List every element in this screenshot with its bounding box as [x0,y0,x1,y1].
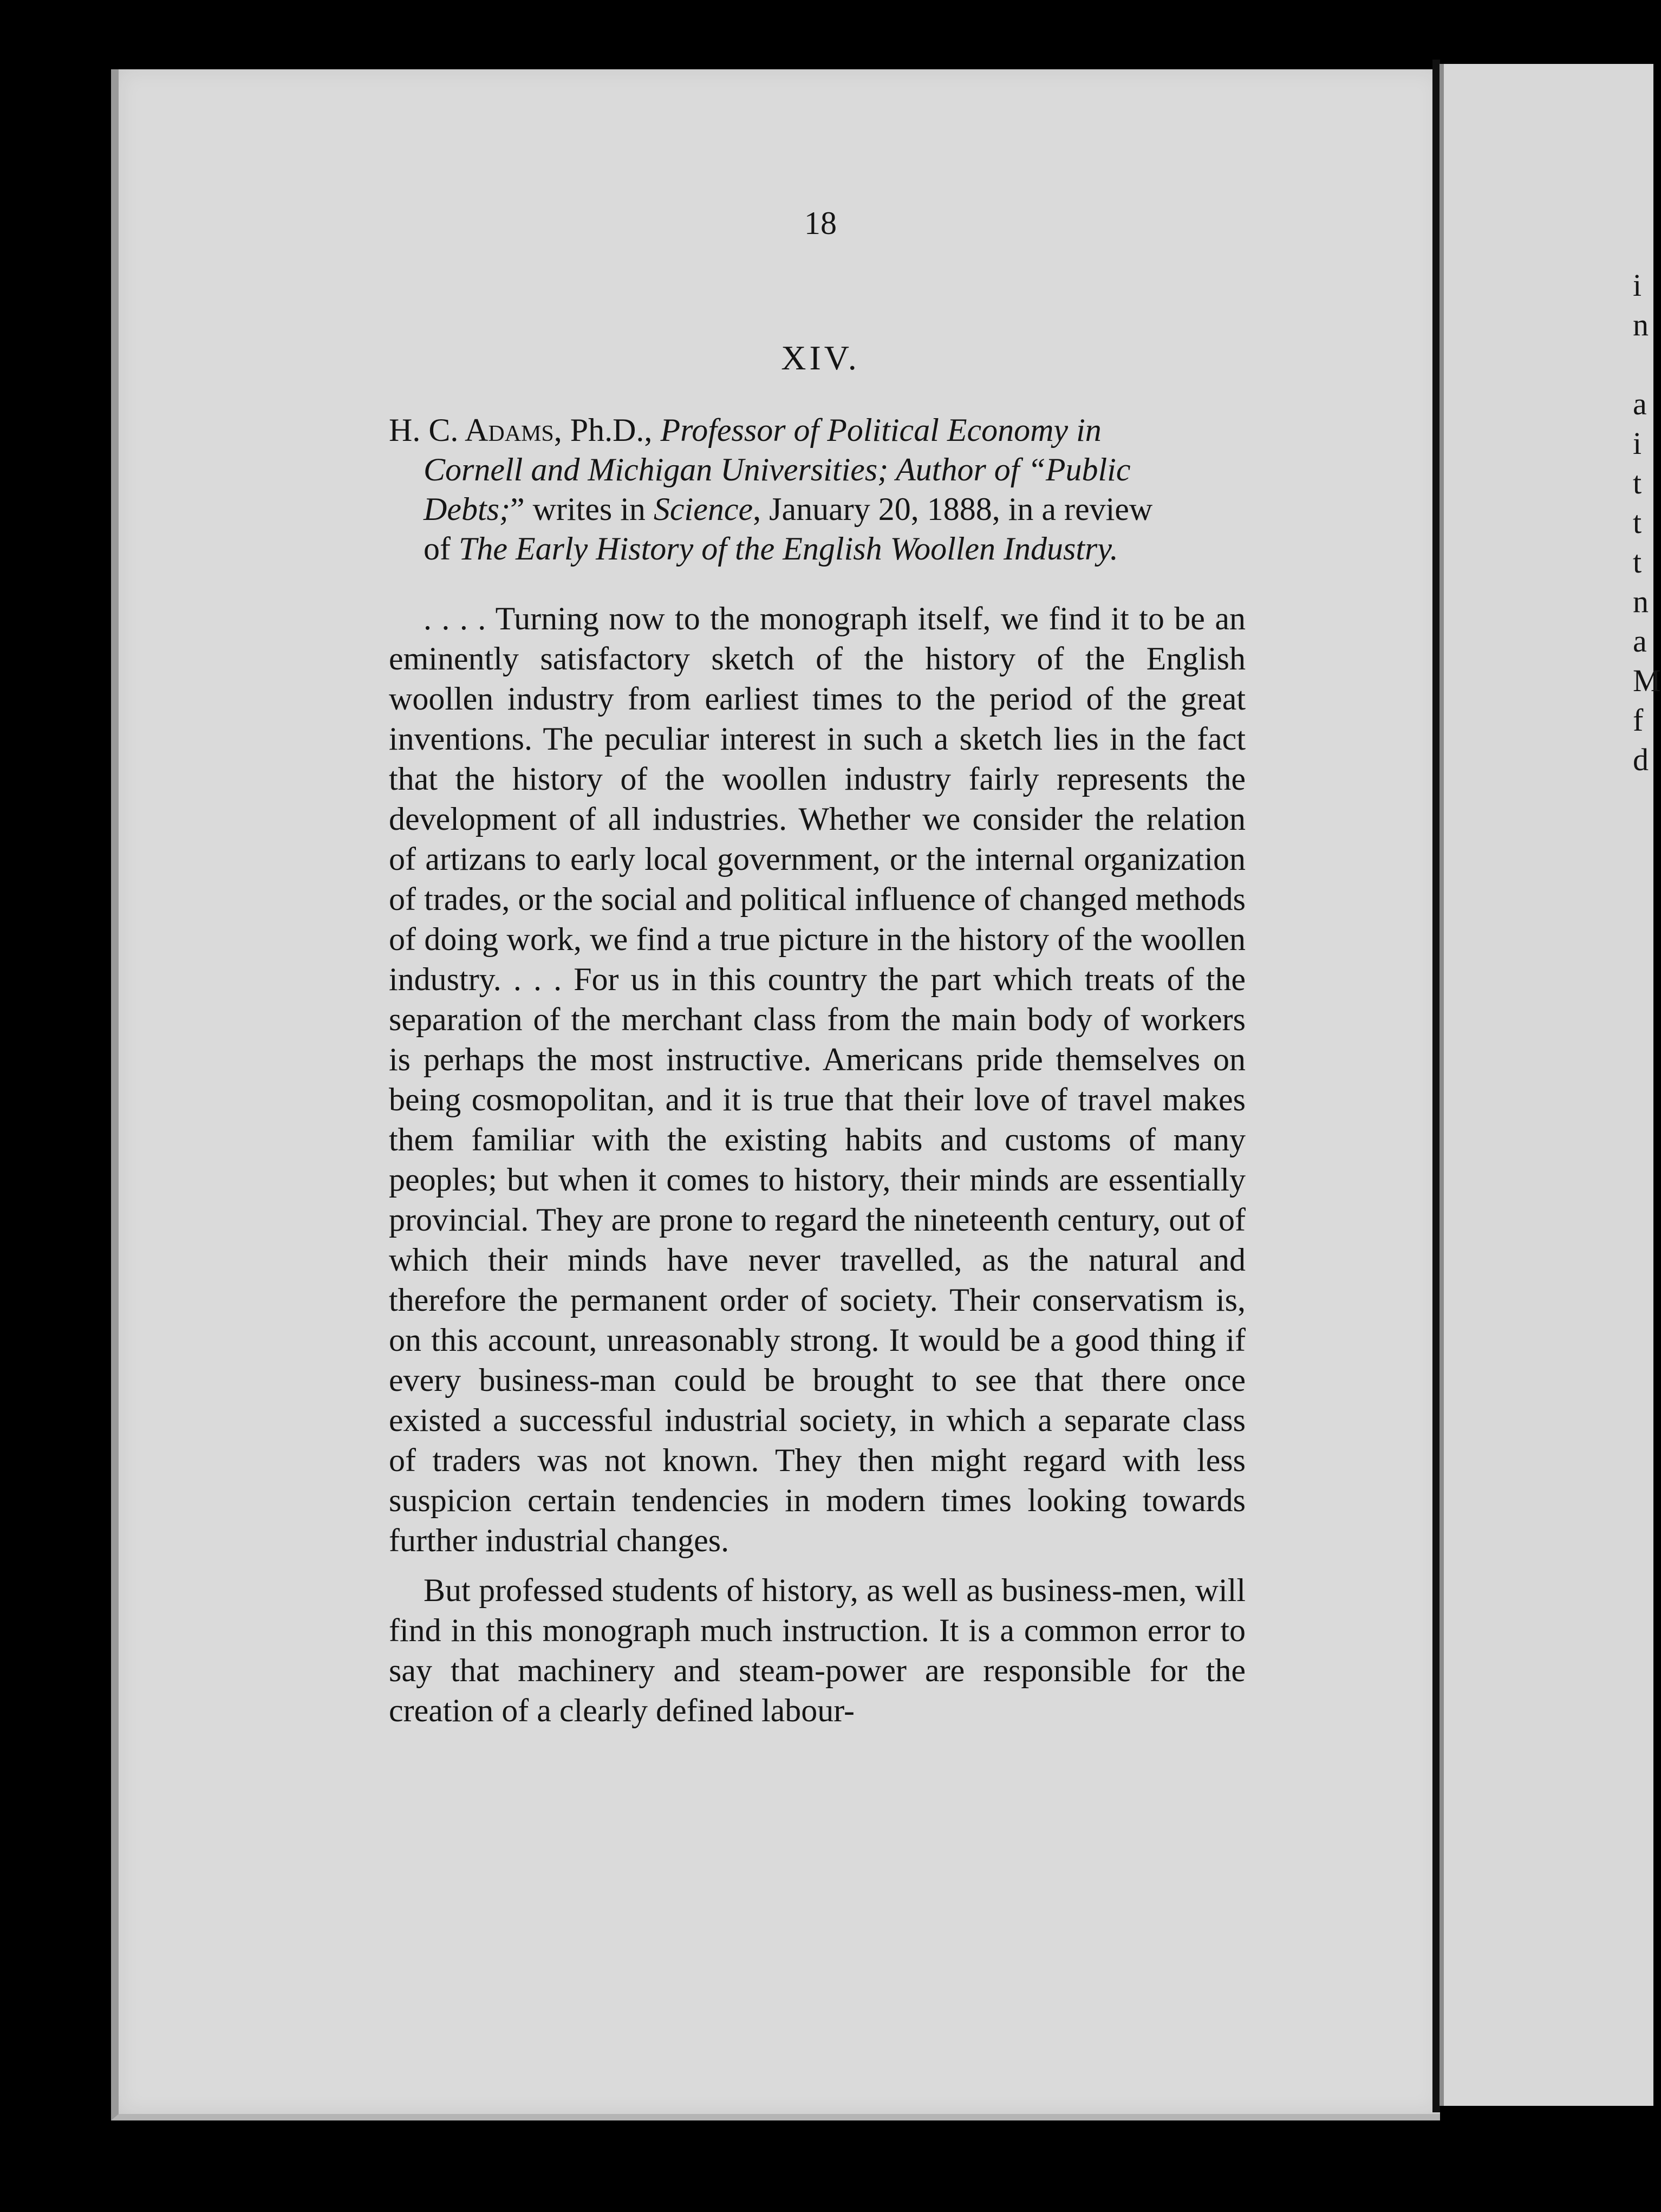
author-degree: , Ph.D., [553,412,661,448]
review-date: , January 20, 1888, in a review [753,491,1153,527]
right-fragment: t [1633,544,1642,580]
right-fragment: d [1633,742,1649,777]
right-fragment: M [1633,663,1661,698]
page-number: 18 [804,205,837,241]
right-fragment: i [1633,426,1642,461]
right-page [1439,64,1661,2106]
paragraph-1: . . . . Turning now to the monograph itself, we find it to be an eminently satisfactory sketch of the history of the English woollen industry from earliest times to the period of the great inventions. The peculiar interest in such a sketch lies in the fact that the history of the woollen industry fairly represents the development of all industries. Whether we consider the relation of artizans to early local government, or the internal organization of trades, or the social and political influence of changed methods of doing work, we find a true picture in the history of the woollen industry. . . . For us in this country the part which treats of the separation of the merchant class from the main body of workers is perhaps the most instructive. Americans pride themselves on being cosmopolitan, and it is true that their love of travel makes them familiar with the existing habits and customs of many peoples; but when it comes to history, their minds are essentially provincial. They are prone to regard the nineteenth century, out of which their minds have never travelled, as the natural and therefore the permanent order of society. Their conservatism is, on this account, unreasonably strong. It would be a good thing if every business-man could be brought to see that there once existed a successful industrial society, in which a separate class of traders was not known. They then might regard with less suspicion certain tendencies in modern times looking towards further industrial changes. [389,601,1246,1558]
right-fragment: t [1633,465,1642,500]
author-title-2: Cornell and Michigan Universities; Author of “Public [424,452,1131,487]
paragraph-2: But professed students of history, as well as business-men, will find in this monograph much instruction. It is a common error to say that machinery and steam-power are responsible for the creation of a clearly defined labour- [389,1572,1246,1728]
of-word: of [424,531,459,567]
right-fragment: n [1633,307,1649,342]
right-fragment: i [1633,268,1642,303]
intro-attribution [389,411,1246,569]
right-fragment: f [1633,702,1644,738]
right-fragment: a [1633,623,1647,659]
right-fragment: a [1633,386,1647,421]
author-title-1: Professor of Political Economy in [660,412,1102,448]
right-page-fragments [1633,265,1661,779]
writes-in: ” writes in [510,491,654,527]
reviewed-title: The Early History of the English Woollen Industry. [458,531,1118,567]
book-gutter [1432,60,1440,2112]
author-title-3: Debts; [424,491,510,527]
right-fragment [1633,344,1655,384]
right-fragment: t [1633,505,1642,540]
section-heading: XIV. [781,339,860,377]
author-name: H. C. Adams [389,412,554,448]
journal-name: Science [653,491,753,527]
right-fragment: n [1633,584,1649,619]
review-body [389,598,1246,1740]
